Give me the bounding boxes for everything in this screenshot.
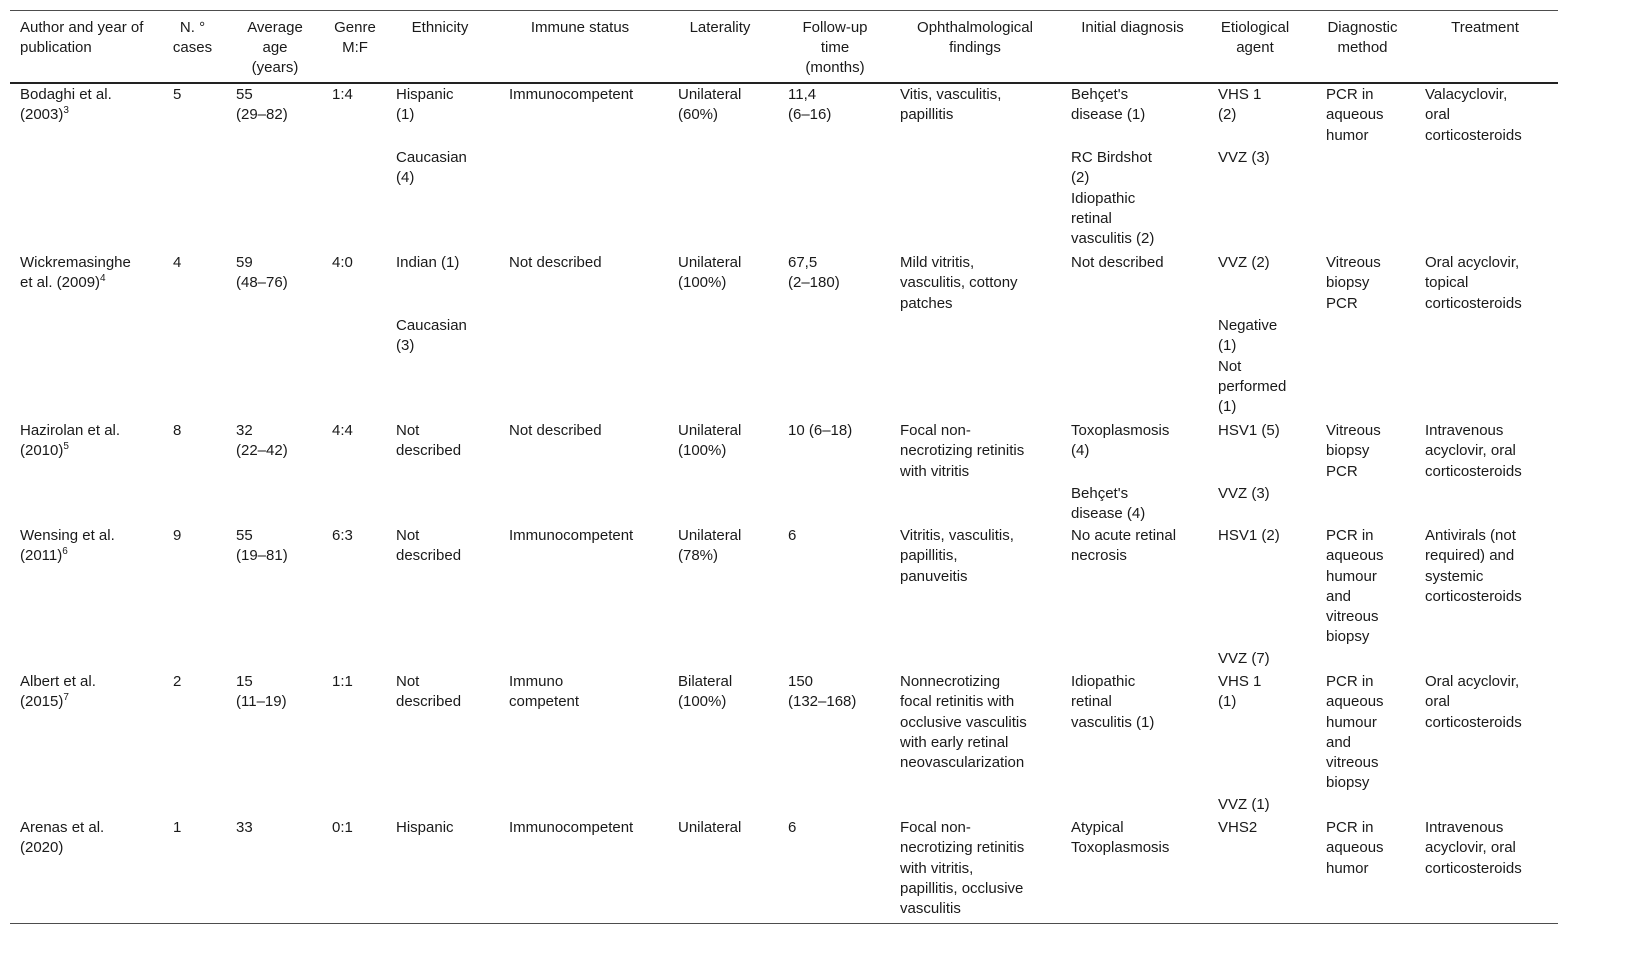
cell-etiological-agent: VVZ (2) [1218,254,1270,271]
cell-initial-diagnosis-secondary: RC Birdshot (2) Idiopathic retinal vasculitis (2) [1071,149,1155,248]
cell-etiological-agent: VHS2 [1218,819,1258,836]
cell-etiological-agent-secondary: VVZ (3) [1218,485,1270,502]
cell-findings: Vitis, vasculitis, papillitis [900,86,1002,124]
cell-initial-diagnosis: Behçet's disease (1) [1071,86,1146,124]
cell-immune-status: Immunocompetent [509,86,634,103]
cell-ethnicity: Not described [396,527,462,565]
cell-diagnostic-method: Vitreous biopsy PCR [1326,422,1381,480]
cell-ethnicity-secondary: Caucasian (3) [396,317,467,355]
cell-treatment: Valacyclovir, oral corticosteroids [1425,86,1522,144]
cell-ethnicity: Hispanic (1) [396,86,454,124]
cell-etiological-agent: VHS 1 (1) [1218,673,1262,711]
cell-immune-status: Immunocompetent [509,819,634,836]
reference-superscript: 7 [63,692,69,704]
header-immune-status: Immune status [530,19,630,36]
cell-diagnostic-method: PCR in aqueous humour and vitreous biopsy [1326,673,1384,792]
cell-author: Arenas et al. (2020) [20,819,105,857]
cell-initial-diagnosis-secondary: Behçet's disease (4) [1071,485,1146,523]
cell-cases: 5 [173,86,182,103]
cell-ethnicity-secondary: Caucasian (4) [396,149,467,187]
cell-etiological-agent-secondary: VVZ (3) [1218,149,1270,166]
cell-follow-up: 10 (6–18) [788,422,853,439]
cell-initial-diagnosis: No acute retinal necrosis [1071,527,1177,565]
cell-etiological-agent: HSV1 (2) [1218,527,1280,544]
cell-treatment: Intravenous acyclovir, oral corticosteroids [1425,422,1522,480]
cell-treatment: Oral acyclovir, oral corticosteroids [1425,673,1522,731]
cell-cases: 9 [173,527,182,544]
cell-findings: Focal non- necrotizing retinitis with vitritis [900,422,1025,480]
cell-author: Albert et al. $(2015)^7$ [20,673,96,711]
cell-treatment: Intravenous acyclovir, oral corticosteroids [1425,819,1522,877]
cell-treatment: Oral acyclovir, topical corticosteroids [1425,254,1522,312]
cell-laterality: Bilateral (100%) [678,673,733,711]
header-laterality: Laterality [689,19,751,36]
cell-immune-status: Immuno competent [509,673,580,711]
cell-age: 59 (48–76) [236,254,288,292]
cell-follow-up: 67,5 (2–180) [788,254,840,292]
header-findings: Ophthalmological findings [917,19,1033,56]
header-ethnicity: Ethnicity [411,19,469,36]
cell-genre: 6:3 [332,527,353,544]
header-diagnostic-method: Diagnostic method [1327,19,1398,56]
cell-age: 55 (29–82) [236,86,288,124]
cell-follow-up: 150 (132–168) [788,673,857,711]
cell-initial-diagnosis: Idiopathic retinal vasculitis (1) [1071,673,1155,731]
cell-ethnicity: Not described [396,422,462,460]
table-top-rule [10,10,1558,11]
cell-immune-status: Immunocompetent [509,527,634,544]
cell-ethnicity: Not described [396,673,462,711]
cell-genre: 1:1 [332,673,353,690]
cell-genre: 4:0 [332,254,353,271]
header-genre: Genre M:F [334,19,376,56]
cell-follow-up: 6 [788,527,797,544]
cell-cases: 2 [173,673,182,690]
cell-immune-status: Not described [509,254,602,271]
cell-initial-diagnosis: Toxoplasmosis (4) [1071,422,1170,460]
cell-findings: Mild vitritis, vasculitis, cottony patches [900,254,1018,312]
cell-laterality: Unilateral (60%) [678,86,742,124]
header-cases: N. ° cases [172,19,213,56]
table-header-rule [10,82,1558,84]
cell-etiological-agent: VHS 1 (2) [1218,86,1262,124]
header-author: Author and year of publication [20,19,144,56]
cell-author: Bodaghi et al. $(2003)^3$ [20,86,112,124]
header-follow-up: Follow-up time (months) [802,19,868,76]
cell-etiological-agent-secondary: VVZ (7) [1218,650,1270,667]
cell-author: Wickremasinghe et al. $(2009)^4$ [20,254,131,292]
cell-author: Wensing et al. $(2011)^6$ [20,527,115,565]
header-treatment: Treatment [1451,19,1519,36]
cell-laterality: Unilateral (100%) [678,422,742,460]
cell-ethnicity: Hispanic [396,819,454,836]
reference-superscript: 6 [62,546,68,558]
cell-diagnostic-method: PCR in aqueous humor [1326,819,1384,877]
cell-age: 32 (22–42) [236,422,288,460]
cell-diagnostic-method: PCR in aqueous humour and vitreous biopsy [1326,527,1384,646]
cell-ethnicity: Indian (1) [396,254,460,271]
cell-genre: 0:1 [332,819,353,836]
cell-cases: 8 [173,422,182,439]
cell-initial-diagnosis: Atypical Toxoplasmosis [1071,819,1170,857]
cell-initial-diagnosis: Not described [1071,254,1164,271]
cell-treatment: Antivirals (not required) and systemic corticosteroids [1425,527,1522,605]
cell-laterality: Unilateral [678,819,742,836]
cell-age: 15 (11–19) [236,673,287,711]
header-etiological-agent: Etiological agent [1220,19,1290,56]
cell-immune-status: Not described [509,422,602,439]
cell-findings: Vitritis, vasculitis, papillitis, panuveitis [900,527,1014,585]
table-bottom-rule [10,923,1558,924]
cell-etiological-agent-secondary: VVZ (1) [1218,796,1270,813]
cell-findings: Nonnecrotizing focal retinitis with occlusive vasculitis with early retinal neovascularization [900,673,1027,772]
cell-findings: Focal non- necrotizing retinitis with vitritis, papillitis, occlusive vasculitis [900,819,1025,918]
cell-etiological-agent: HSV1 (5) [1218,422,1280,439]
cell-diagnostic-method: PCR in aqueous humor [1326,86,1384,144]
cell-cases: 1 [173,819,182,836]
header-initial-diagnosis: Initial diagnosis [1081,19,1184,36]
reference-superscript: 4 [100,273,106,285]
cell-age: 33 [236,819,253,836]
cell-genre: 4:4 [332,422,353,439]
cell-genre: 1:4 [332,86,353,103]
reference-superscript: 3 [63,105,69,117]
cell-etiological-agent-secondary: Negative (1) Not performed (1) [1218,317,1287,416]
cell-follow-up: 11,4 (6–16) [788,86,832,124]
cell-age: 55 (19–81) [236,527,288,565]
cell-follow-up: 6 [788,819,797,836]
cell-laterality: Unilateral (78%) [678,527,742,565]
header-age: Average age (years) [247,19,303,76]
cell-diagnostic-method: Vitreous biopsy PCR [1326,254,1381,312]
cell-author: Hazirolan et al. $(2010)^5$ [20,422,121,460]
reference-superscript: 5 [63,441,69,453]
cell-cases: 4 [173,254,182,271]
literature-review-table [10,10,1558,924]
cell-laterality: Unilateral (100%) [678,254,742,292]
